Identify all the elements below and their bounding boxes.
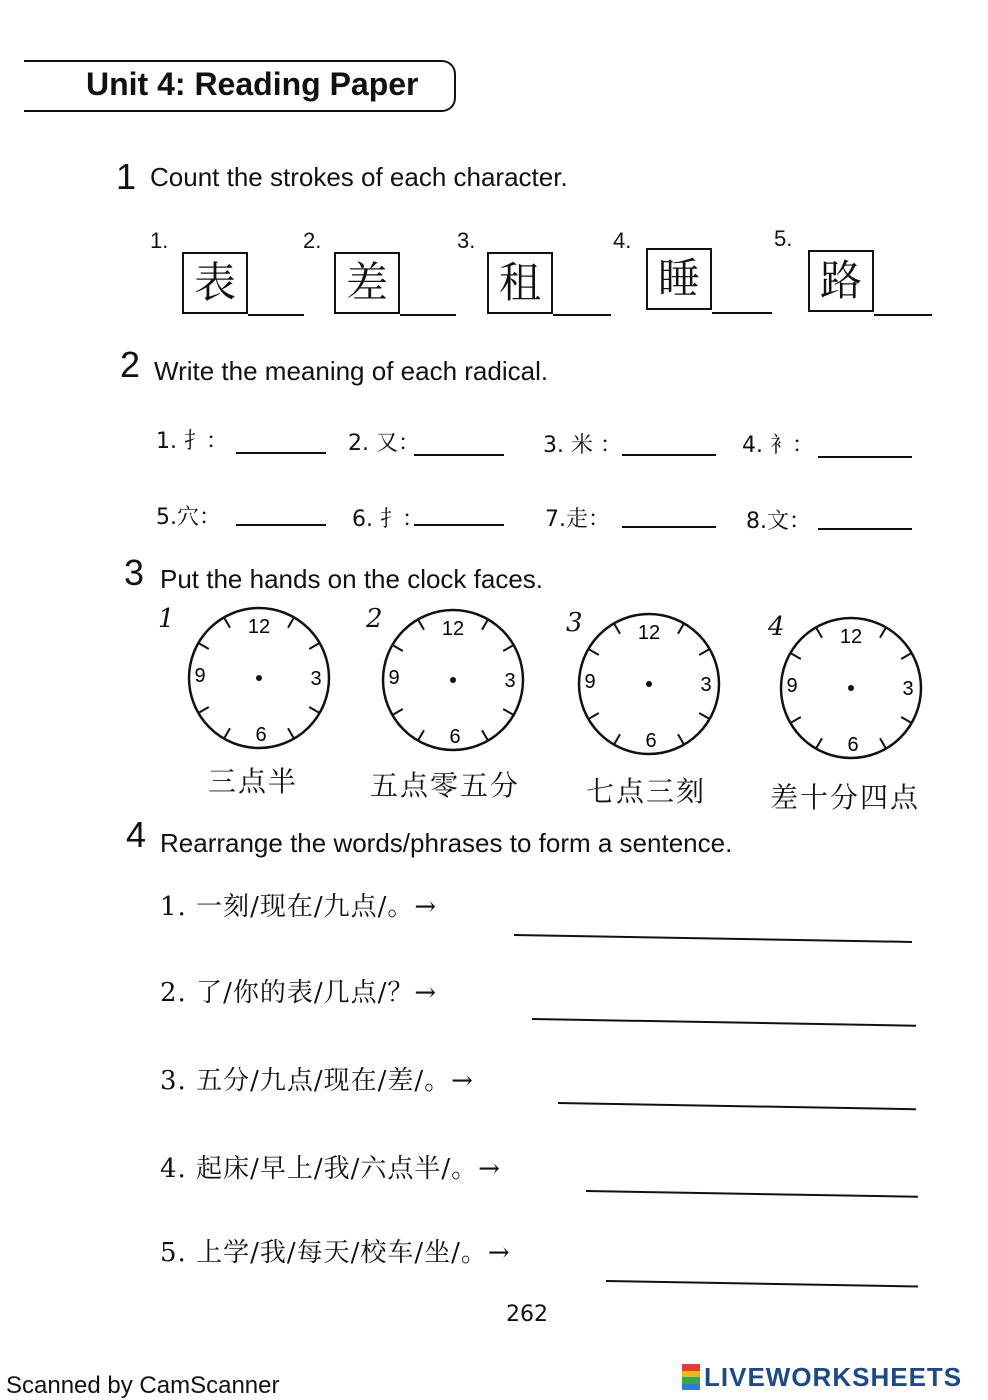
section-1-number: 1 [116, 156, 137, 197]
stroke-character: 路 [808, 250, 874, 312]
radical-answer-blank[interactable] [236, 524, 326, 526]
sentence-item: 4. 起床/早上/我/六点半/。→ [160, 1154, 501, 1184]
clock-index: 3 [566, 608, 583, 638]
stroke-answer-blank[interactable] [248, 314, 304, 316]
clock-number-9: 9 [388, 667, 400, 689]
liveworksheets-logo-icon [682, 1364, 700, 1390]
clock-number-12: 12 [839, 626, 863, 648]
brand-watermark[interactable]: LIVEWORKSHEETS [704, 1362, 963, 1392]
stroke-item-index: 4. [613, 228, 632, 253]
radical-label: 8.文： [746, 509, 811, 534]
section-4-number: 4 [126, 814, 147, 855]
clock-number-3: 3 [700, 674, 712, 696]
clock-number-9: 9 [786, 675, 798, 697]
clock-number-9: 9 [194, 665, 206, 687]
radical-label: 2. 又： [348, 431, 420, 456]
stroke-item-index: 5. [774, 226, 793, 251]
section-3-instruction: Put the hands on the clock faces. [160, 564, 544, 594]
stroke-answer-blank[interactable] [712, 312, 772, 314]
stroke-item-index: 1. [150, 228, 169, 253]
radical-answer-blank[interactable] [414, 524, 504, 526]
radical-answer-blank[interactable] [818, 456, 912, 458]
clock-index: 4 [768, 612, 785, 642]
sentence-answer-line[interactable] [586, 1190, 918, 1198]
radical-label: 1. 扌： [156, 429, 228, 454]
radical-answer-blank[interactable] [622, 454, 716, 456]
section-2-instruction: Write the meaning of each radical. [154, 356, 549, 386]
clock-face[interactable] [184, 606, 334, 750]
sentence-answer-line[interactable] [532, 1018, 916, 1027]
stroke-character: 租 [487, 252, 553, 314]
section-2-number: 2 [120, 344, 141, 385]
clock-number-6: 6 [449, 726, 461, 748]
stroke-answer-blank[interactable] [874, 314, 932, 316]
clock-number-3: 3 [504, 670, 516, 692]
radical-answer-blank[interactable] [622, 526, 716, 528]
clock-number-6: 6 [847, 734, 859, 756]
page-number: 262 [506, 1302, 548, 1327]
radical-label: 7.走： [545, 507, 610, 532]
clock-face[interactable] [378, 608, 528, 752]
section-1-instruction: Count the strokes of each character. [150, 162, 568, 192]
clock-face[interactable] [776, 616, 926, 760]
clock-number-12: 12 [441, 618, 465, 640]
scanner-credit: Scanned by CamScanner [6, 1372, 280, 1399]
clock-index: 1 [158, 604, 175, 634]
stroke-answer-blank[interactable] [553, 314, 611, 316]
page-title: Unit 4: Reading Paper [86, 66, 419, 102]
sentence-item: 5. 上学/我/每天/校车/坐/。→ [160, 1238, 511, 1268]
clock-number-3: 3 [902, 678, 914, 700]
clock-number-3: 3 [310, 668, 322, 690]
clock-number-12: 12 [247, 616, 271, 638]
radical-answer-blank[interactable] [236, 452, 326, 454]
clock-caption: 差十分四点 [770, 781, 921, 814]
sentence-answer-line[interactable] [514, 934, 912, 943]
stroke-character: 睡 [646, 248, 712, 310]
radical-label: 3. 米 ： [543, 433, 622, 458]
radical-answer-blank[interactable] [818, 528, 912, 530]
section-3-number: 3 [124, 552, 145, 593]
radical-answer-blank[interactable] [414, 454, 504, 456]
section-4-instruction: Rearrange the words/phrases to form a sentence. [160, 828, 733, 858]
clock-number-6: 6 [645, 730, 657, 752]
stroke-answer-blank[interactable] [400, 314, 456, 316]
radical-label: 5.穴： [156, 505, 221, 530]
stroke-item-index: 3. [457, 228, 476, 253]
clock-number-6: 6 [255, 724, 267, 746]
clock-caption: 五点零五分 [370, 769, 521, 802]
sentence-item: 2. 了/你的表/几点/？→ [160, 978, 438, 1008]
stroke-item-index: 2. [303, 228, 322, 253]
stroke-character: 表 [182, 252, 248, 314]
clock-number-12: 12 [637, 622, 661, 644]
sentence-item: 1. 一刻/现在/九点/。→ [160, 892, 438, 922]
clock-caption: 三点半 [208, 765, 299, 798]
sentence-answer-line[interactable] [558, 1102, 916, 1110]
clock-caption: 七点三刻 [586, 775, 707, 808]
radical-label: 6. 扌： [352, 507, 424, 532]
clock-index: 2 [366, 604, 383, 634]
stroke-character: 差 [334, 252, 400, 314]
clock-number-9: 9 [584, 671, 596, 693]
sentence-answer-line[interactable] [606, 1280, 918, 1287]
clock-face[interactable] [574, 612, 724, 756]
sentence-item: 3. 五分/九点/现在/差/。→ [160, 1066, 474, 1096]
radical-label: 4. 衤： [742, 433, 814, 458]
